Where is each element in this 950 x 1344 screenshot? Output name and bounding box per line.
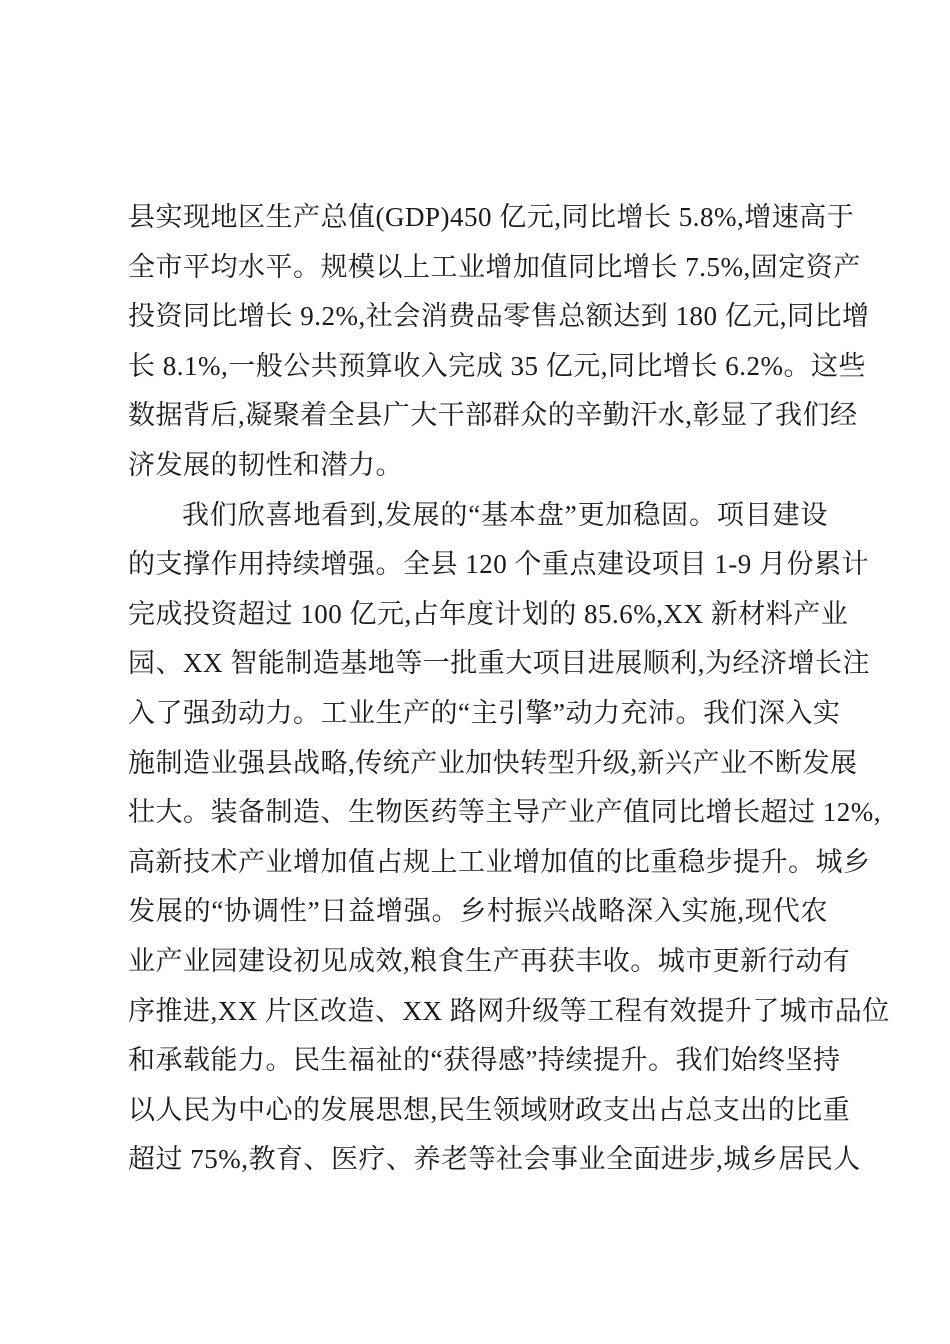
text-line-6: 济发展的韧性和潜力。 (128, 449, 403, 480)
text-line-2: 全市平均水平。规模以上工业增加值同比增长 7.5%,固定资产 (128, 251, 861, 282)
text-line-14: 高新技术产业增加值占规上工业增加值的比重稳步提升。城乡 (128, 846, 871, 877)
text-line-20: 超过 75%,教育、医疗、养老等社会事业全面进步,城乡居民人 (128, 1144, 861, 1175)
text-line-1: 县实现地区生产总值(GDP)450 亿元,同比增长 5.8%,增速高于 (128, 202, 855, 232)
document-text-block (128, 193, 890, 1185)
text-line-3: 投资同比增长 9.2%,社会消费品零售总额达到 180 亿元,同比增 (128, 301, 870, 332)
text-line-11: 入了强劲动力。工业生产的“主引擎”动力充沛。我们深入实 (128, 697, 841, 728)
text-line-9: 完成投资超过 100 亿元,占年度计划的 85.6%,XX 新材料产业 (128, 598, 849, 629)
text-line-18: 和承载能力。民生福祉的“获得感”持续提升。我们始终坚持 (128, 1045, 841, 1076)
text-line-17: 序推进,XX 片区改造、XX 路网升级等工程有效提升了城市品位 (128, 995, 890, 1026)
text-line-4: 长 8.1%,一般公共预算收入完成 35 亿元,同比增长 6.2%。这些 (128, 350, 866, 381)
text-line-10: 园、XX 智能制造基地等一批重大项目进展顺利,为经济增长注 (128, 648, 870, 679)
text-line-15: 发展的“协调性”日益增强。乡村振兴战略深入实施,现代农 (128, 896, 828, 927)
text-line-19: 以人民为中心的发展思想,民生领域财政支出占总支出的比重 (128, 1094, 851, 1125)
text-line-5: 数据背后,凝聚着全县广大干部群众的辛勤汗水,彰显了我们经 (128, 400, 858, 431)
text-line-12: 施制造业强县战略,传统产业加快转型升级,新兴产业不断发展 (128, 747, 858, 778)
text-line-16: 业产业园建设初见成效,粮食生产再获丰收。城市更新行动有 (128, 945, 851, 976)
text-line-8: 的支撑作用持续增强。全县 120 个重点建设项目 1-9 月份累计 (128, 549, 869, 580)
text-line-13: 壮大。装备制造、生物医药等主导产业产值同比增长超过 12%, (128, 797, 881, 828)
text-line-7: 我们欣喜地看到,发展的“基本盘”更加稳固。项目建设 (182, 499, 828, 530)
